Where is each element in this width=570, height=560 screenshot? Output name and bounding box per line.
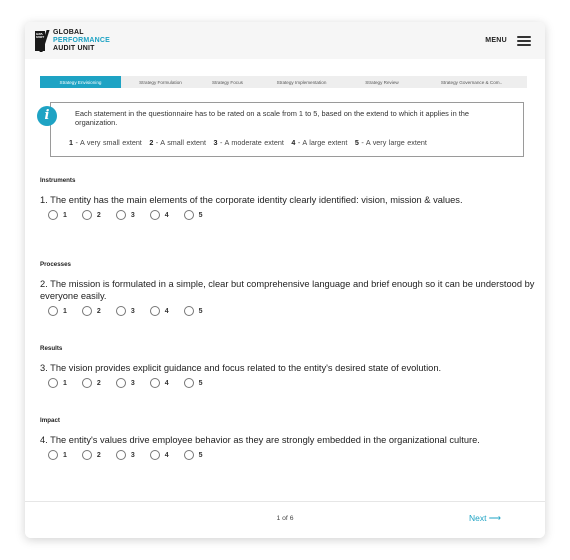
radio-button[interactable] xyxy=(48,306,58,316)
rating-option-label: 1 xyxy=(63,451,67,459)
tab-strategy-implementation[interactable]: Strategy Implementation xyxy=(276,79,327,85)
pagination-footer xyxy=(25,501,545,538)
rating-option-label: 4 xyxy=(164,211,169,219)
questionnaire-card xyxy=(25,22,545,538)
rating-option-label: 5 xyxy=(198,211,203,219)
rating-option-4[interactable] xyxy=(150,306,169,316)
section-heading: Instruments xyxy=(40,177,76,184)
radio-button[interactable] xyxy=(82,210,92,220)
radio-button[interactable] xyxy=(184,306,194,316)
hamburger-menu-icon[interactable] xyxy=(517,36,531,46)
radio-button[interactable] xyxy=(116,378,126,388)
scale-desc-2: - A small extent xyxy=(153,138,207,147)
radio-button[interactable] xyxy=(116,450,126,460)
section-heading: Results xyxy=(40,345,63,352)
rating-option-2[interactable] xyxy=(82,450,101,460)
rating-option-label: 3 xyxy=(130,211,135,219)
tab-strategy-formulation[interactable]: Strategy Formulation xyxy=(139,79,182,85)
radio-button[interactable] xyxy=(184,378,194,388)
logo-line-3: AUDIT UNIT xyxy=(53,44,95,52)
scale-num-5: 5 xyxy=(354,138,359,147)
rating-option-2[interactable] xyxy=(82,210,101,220)
rating-option-label: 1 xyxy=(63,307,67,315)
logo[interactable] xyxy=(35,29,110,53)
info-icon: i xyxy=(37,106,57,126)
logo-line-2: PERFORMANCE xyxy=(53,36,111,44)
question-block xyxy=(40,177,535,220)
radio-button[interactable] xyxy=(184,210,194,220)
logo-mark-icon xyxy=(35,31,49,51)
rating-options xyxy=(40,306,535,316)
question-text: 1. The entity has the main elements of the corporate identity clearly identified: vision, mission & values. xyxy=(40,195,463,205)
app-header xyxy=(25,22,545,59)
scale-desc-5: - A very large extent xyxy=(358,138,427,147)
scale-num-4: 4 xyxy=(291,138,296,147)
rating-option-3[interactable] xyxy=(116,378,135,388)
menu-area xyxy=(485,22,531,59)
logo-wordmark xyxy=(53,29,110,53)
rating-option-5[interactable] xyxy=(184,450,203,460)
strategy-tabs xyxy=(40,76,527,88)
rating-options xyxy=(40,378,535,388)
rating-option-3[interactable] xyxy=(116,306,135,316)
scale-num-2: 2 xyxy=(149,138,154,147)
rating-option-3[interactable] xyxy=(116,450,135,460)
rating-options xyxy=(40,210,535,220)
rating-option-3[interactable] xyxy=(116,210,135,220)
logo-mark-text: GPA UNIT xyxy=(36,31,45,39)
rating-option-label: 4 xyxy=(164,307,169,315)
rating-option-4[interactable] xyxy=(150,450,169,460)
logo-line-1: GLOBAL xyxy=(53,28,84,36)
question-block xyxy=(40,345,535,388)
rating-option-label: 1 xyxy=(63,379,67,387)
rating-option-1[interactable] xyxy=(48,306,67,316)
radio-button[interactable] xyxy=(116,306,126,316)
rating-option-label: 5 xyxy=(198,307,203,315)
rating-scale-legend xyxy=(61,138,513,147)
radio-button[interactable] xyxy=(48,378,58,388)
rating-option-label: 2 xyxy=(96,307,101,315)
rating-option-2[interactable] xyxy=(82,378,101,388)
rating-option-1[interactable] xyxy=(48,450,67,460)
rating-option-label: 3 xyxy=(130,451,135,459)
radio-button[interactable] xyxy=(48,450,58,460)
tab-strategy-governance[interactable]: Strategy Governance & Com.. xyxy=(440,79,503,85)
rating-option-5[interactable] xyxy=(184,306,203,316)
radio-button[interactable] xyxy=(150,210,160,220)
question-block xyxy=(40,261,535,316)
rating-option-5[interactable] xyxy=(184,210,203,220)
radio-button[interactable] xyxy=(150,306,160,316)
rating-option-2[interactable] xyxy=(82,306,101,316)
rating-option-label: 5 xyxy=(198,451,203,459)
menu-label[interactable]: MENU xyxy=(485,37,507,44)
next-button[interactable]: Next ⟶ xyxy=(468,513,501,523)
radio-button[interactable] xyxy=(82,450,92,460)
radio-button[interactable] xyxy=(116,210,126,220)
radio-button[interactable] xyxy=(82,306,92,316)
radio-button[interactable] xyxy=(150,450,160,460)
rating-option-5[interactable] xyxy=(184,378,203,388)
tab-strategy-review[interactable]: Strategy Review xyxy=(365,79,399,85)
scale-desc-1: - A very small extent xyxy=(73,138,142,147)
rating-option-1[interactable] xyxy=(48,210,67,220)
rating-option-label: 4 xyxy=(164,379,169,387)
question-text: 2. The mission is formulated in a simple, clear but comprehensive language and brief enough so it can be understood by everyone easily. xyxy=(40,279,535,301)
question-block xyxy=(40,417,535,460)
scale-desc-4: - A large extent xyxy=(295,138,348,147)
rating-option-label: 1 xyxy=(63,211,67,219)
section-heading: Processes xyxy=(40,261,71,268)
radio-button[interactable] xyxy=(48,210,58,220)
radio-button[interactable] xyxy=(150,378,160,388)
rating-option-label: 5 xyxy=(198,379,203,387)
rating-option-label: 4 xyxy=(164,451,169,459)
rating-option-label: 2 xyxy=(96,451,101,459)
rating-options xyxy=(40,450,535,460)
tab-strategy-envisioning[interactable]: Strategy Envisioning xyxy=(40,76,121,88)
instructions-box xyxy=(44,102,524,157)
rating-option-label: 2 xyxy=(96,379,101,387)
tab-strategy-focus[interactable]: Strategy Focus xyxy=(212,79,243,85)
page-indicator: 1 of 6 xyxy=(276,515,294,522)
rating-option-label: 2 xyxy=(96,211,101,219)
scale-num-1: 1 xyxy=(69,138,73,147)
instructions-text: Each statement in the questionnaire has to be rated on a scale from 1 to 5, based on the extend to which it applies in the organization. xyxy=(75,109,470,127)
rating-option-1[interactable] xyxy=(48,378,67,388)
question-text: 4. The entity's values drive employee behavior as they are strongly embedded in the organizational culture. xyxy=(40,435,480,445)
scale-num-3: 3 xyxy=(213,138,218,147)
rating-option-4[interactable] xyxy=(150,210,169,220)
radio-button[interactable] xyxy=(184,450,194,460)
rating-option-label: 3 xyxy=(130,379,135,387)
scale-desc-3: - A moderate extent xyxy=(217,138,284,147)
question-text: 3. The vision provides explicit guidance and focus related to the entity's desired state of evolution. xyxy=(40,363,442,373)
section-heading: Impact xyxy=(40,417,60,424)
rating-option-label: 3 xyxy=(130,307,135,315)
rating-option-4[interactable] xyxy=(150,378,169,388)
radio-button[interactable] xyxy=(82,378,92,388)
